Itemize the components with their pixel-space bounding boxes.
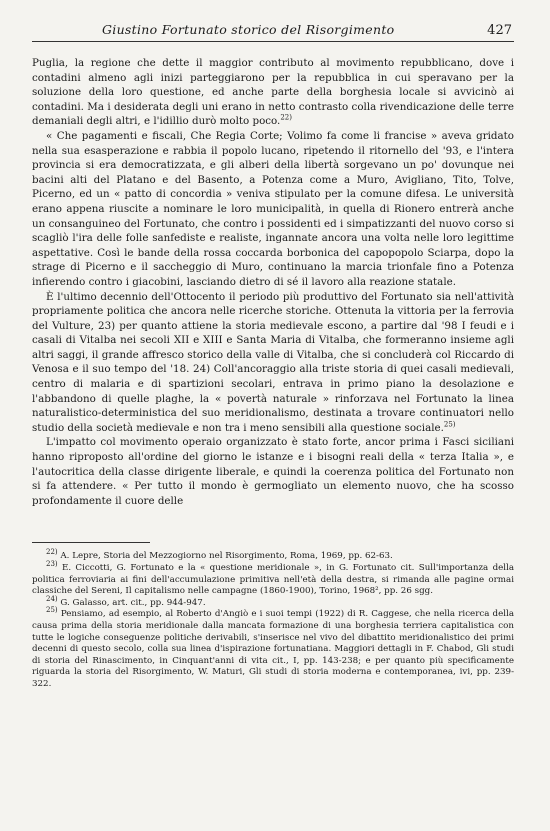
footnote-22: $^{22)}$ A. Lepre, Storia del Mezzogiorno nel Risorgimento, Roma, 1969, pp. 62-63. [46, 548, 393, 562]
paragraph-2: « Che pagamenti e fiscali, Che Regia Corte; Volimo fa come li francise » aveva gridato nella sua esasperazione e rabbia il popolo lucano, ripetendo il ritornello del '93, e l'intera provincia si era democratizzata, e gli alberi della libertà sorgevano un po' dovunque nei bacini alti del Platano e del Basento, a Potenza come a Muro, Avigliano, Tito, Tolve, Picerno, ed un « patto di concordia » veniva stipulato per la comune difesa. Le università erano appena riuscite a nominare le loro municipalità, in quella di Rionero entrerà anche un consanguineo del Fortunato, che contro i possidenti ed i simpatizzanti del nuovo corso si scagliò l'ira delle folle sanfediste e realiste, ingannate ancora una volta nelle loro legittime aspettative. Così le bande della rossa coccarda borbonica del capopopolo Sciarpa, dopo la strage di Picerno e il saccheggio di Muro, continuano la marcia trionfale fino a Potenza infierendo contro i giacobini, lasciando dietro di sé il lavoro alla reazione statale. [32, 129, 514, 288]
body-text [32, 56, 514, 508]
footnote-ref-22[interactable]: 22) [280, 113, 292, 122]
footnote-divider [32, 542, 150, 543]
paragraph-1: Puglia, la regione che dette il maggior contributo al movimento repubblicano, dove i contadini almeno agli inizi parteggiarono per la repubblica in cui speravano per la soluzione della loro questione, ed anche parte della borghesia locale si avvicinò ai contadini. Ma i desiderata degli uni erano in netto contrasto colla rivendicazione delle terre demaniali degli altri, e l'idillio durò molto poco.$^{22)}$ [32, 57, 514, 128]
footnote-23: $^{23)}$ E. Ciccotti, G. Fortunato e la « questione meridionale », in G. Fortunato cit. Sull'importanza della politica ferroviaria ai fini dell'accumulazione primitiva nell'età della destra, si rimanda alle pagine ormai classiche del Sereni, Il capitalismo nelle campagne (1860-1900), Torino, 1968², pp. 26 sgg. [32, 560, 515, 597]
footnote-25: $^{25)}$ Pensiamo, ad esempio, al Roberto d'Angiò e i suoi tempi (1922) di R. Caggese, che nella ricerca della causa prima della storia meridionale dalla mancata formazione di una borghesia terriera capitalistica con tutte le logiche conseguenze politiche derivabili, s'inserisce nel vivo del dibattito meridionalistico dei primi decenni di questo secolo, colla sua linea d'ispirazione fortunatiana. Maggiori dettagli in F. Chabod, Gli studi di storia del Rinascimento, in Cinquant'anni di vita cit., I, pp. 143-238; e per quanto più specificamente riguarda la storia del Risorgimento, W. Maturi, Gli studi di storia moderna e contemporanea, ivi, pp. 239-322. [32, 606, 514, 689]
paragraph-4: L'impatto col movimento operaio organizzato è stato forte, ancor prima i Fasci siciliani hanno riproposto all'ordine del giorno le istanze e i bisogni reali della « terza Italia », e l'autocritica della classe dirigente liberale, e quindi la coerenza politica del Fortunato non si fa attendere. « Per tutto il mondo è germogliato un elemento nuovo, che ha scosso profondamente il cuore delle [32, 436, 514, 507]
page-number: 427 [487, 23, 512, 38]
running-title: Giustino Fortunato storico del Risorgimento [102, 22, 395, 37]
footnotes [32, 548, 515, 690]
paragraph-3: È l'ultimo decennio dell'Ottocento il periodo più produttivo del Fortunato sia nell'attività propriamente politica che ancora nelle ricerche storiche. Ottenuta la vittoria per la ferrovia del Vulture, 23) per quanto attiene la storia medievale escono, a partire dal '98 I feudi e i casali di Vitalba nei secoli XII e XIII e Santa Maria di Vitalba, che formeranno insieme agli altri saggi, il grande affresco storico della valle di Vitalba, che si concluderà col Riccardo di Venosa e il suo tempo del '18. 24) Coll'ancoraggio alla triste storia di quei casali medievali, centro di malaria e di spartizioni secolari, entrava in primo piano la desolazione e l'abbandono di quelle plaghe, la « povertà naturale » rinforzava nel Fortunato la linea naturalistico-deterministica del suo meridionalismo, destinata a trovare continuatori nello studio della società medievale e non tra i meno sensibili alla questione sociale.$^{25)}$ [32, 290, 514, 434]
running-header [32, 22, 514, 42]
footnote-24: $^{24)}$ G. Galasso, art. cit., pp. 944-947. [46, 594, 206, 608]
footnote-ref-25[interactable]: 25) [443, 420, 456, 429]
